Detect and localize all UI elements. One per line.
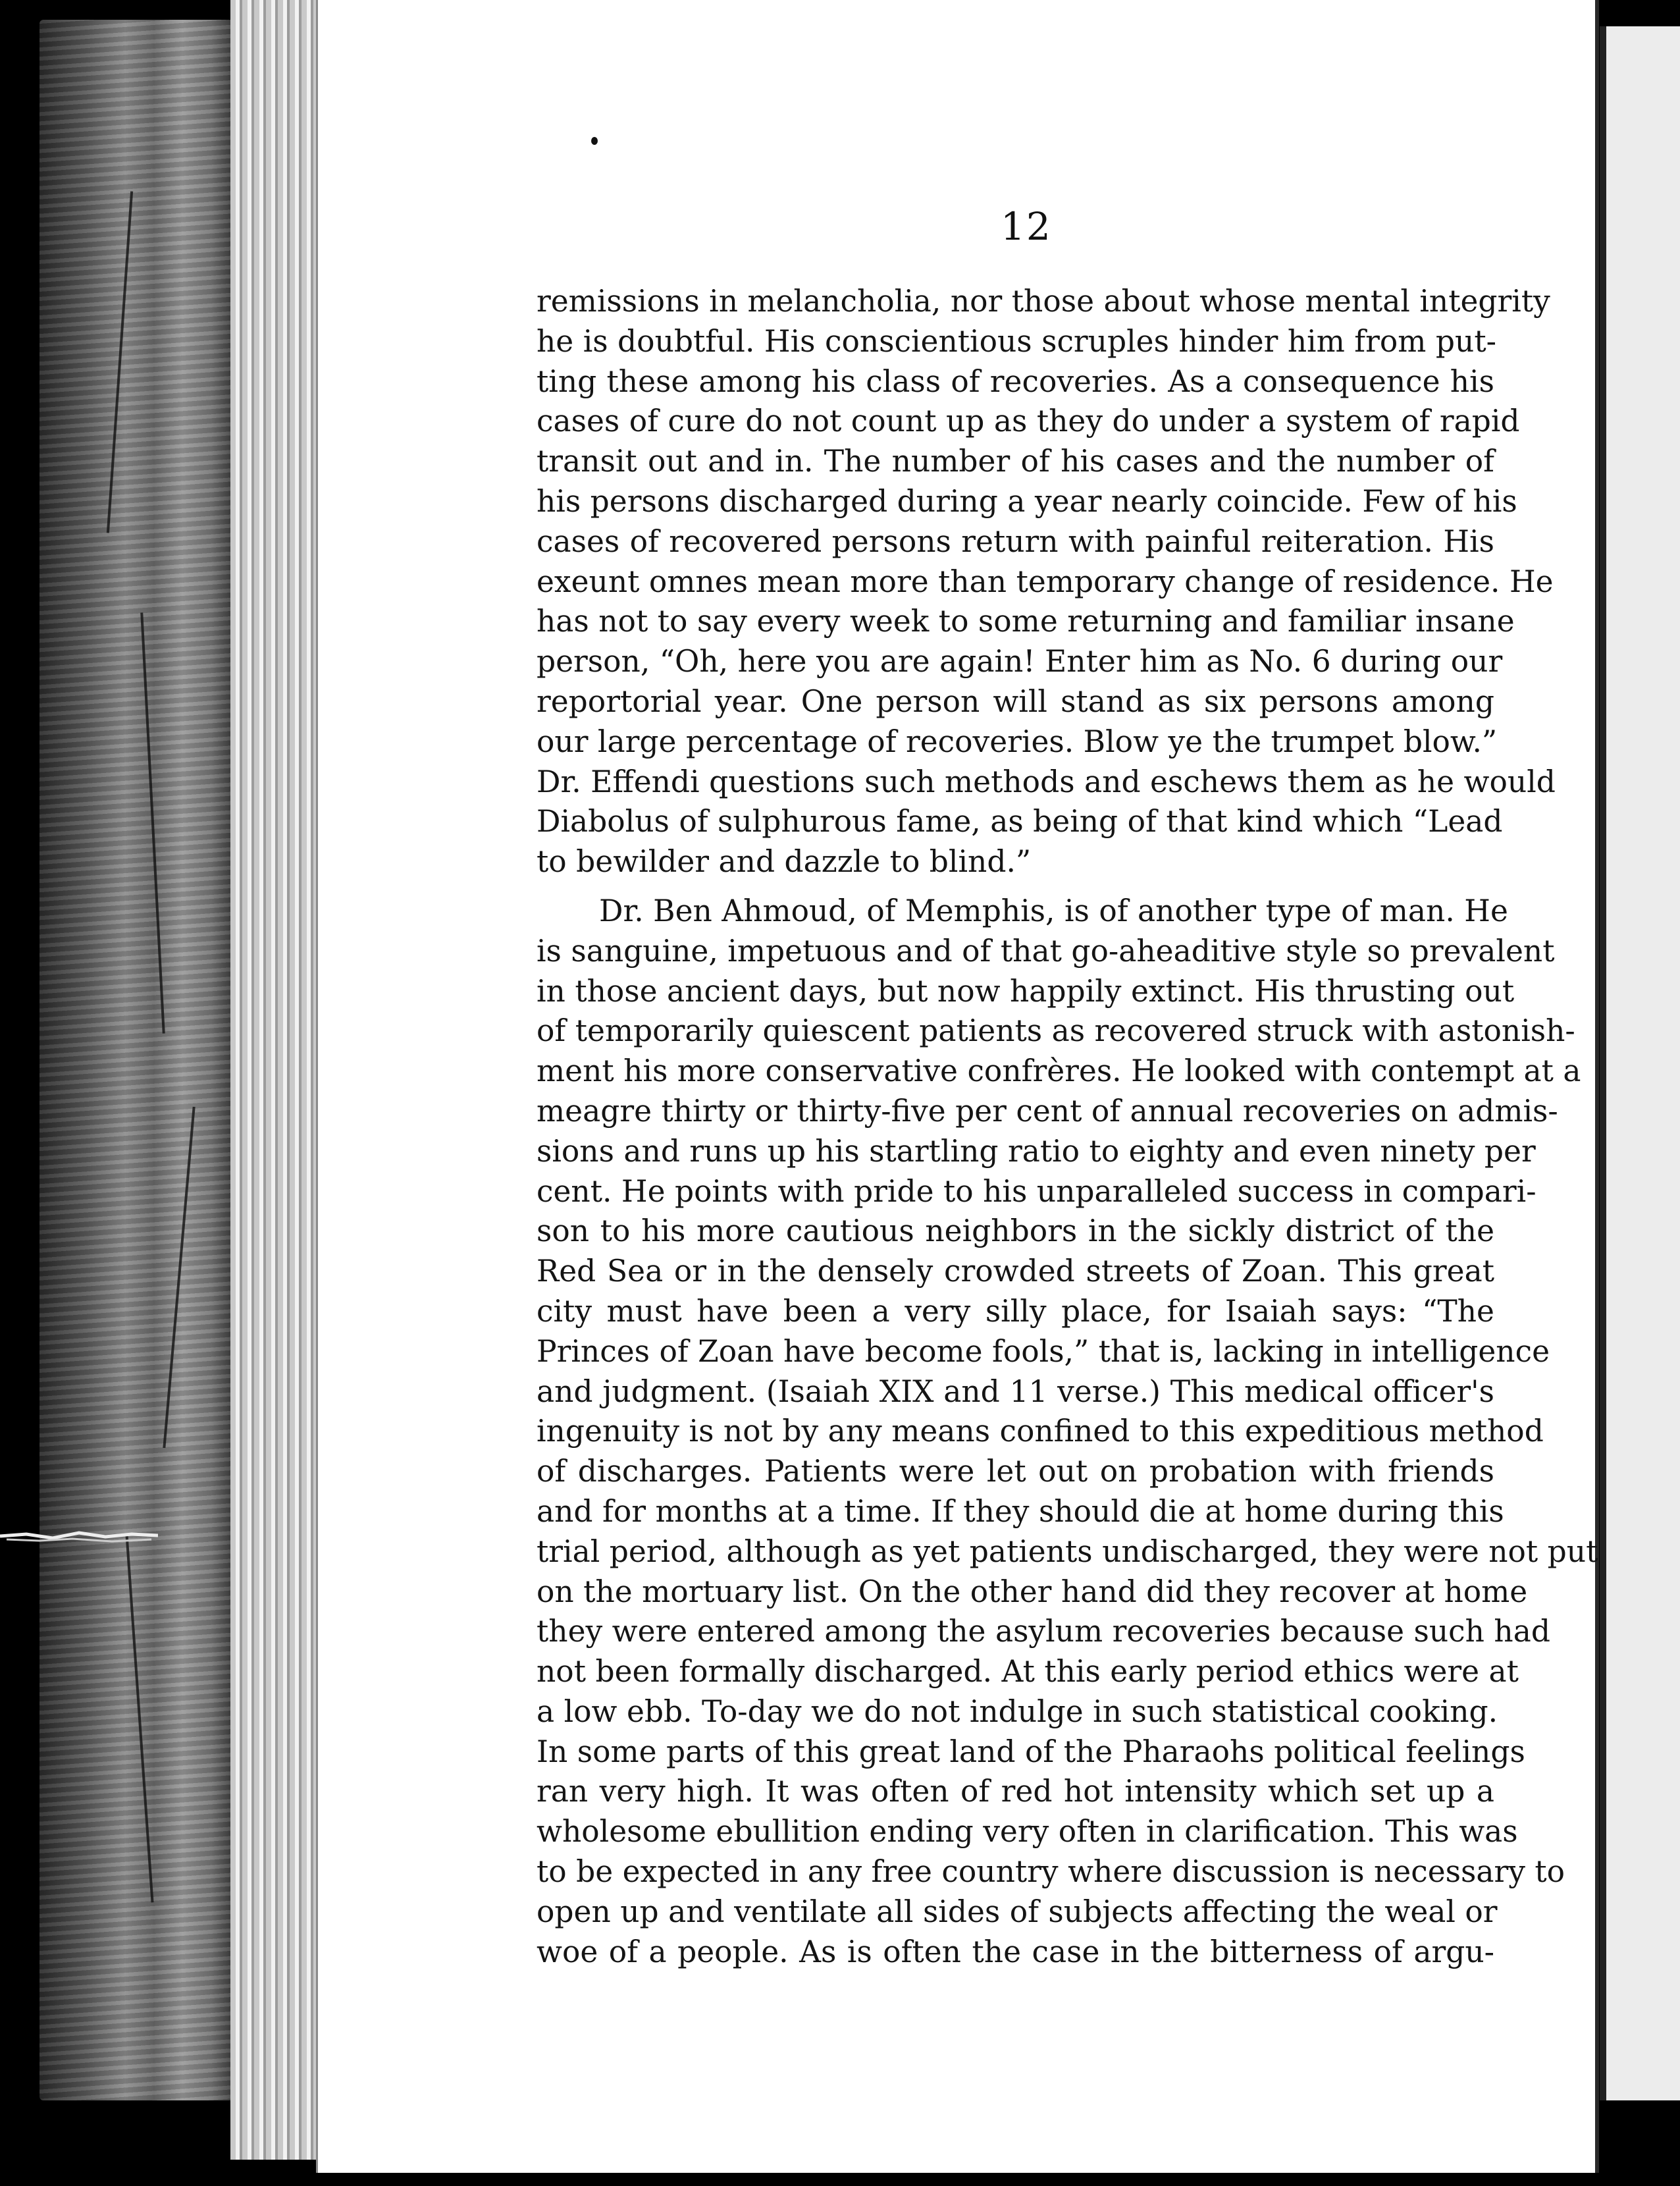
text-line: and judgment. (Isaiah XIX and 11 verse.) This medical officer's — [537, 1373, 1494, 1409]
text-line: transit out and in. The number of his cases and the number of — [537, 444, 1494, 479]
facing-page-edge — [1600, 26, 1680, 2100]
text-line: person, “Oh, here you are again! Enter him as No. 6 during our — [537, 644, 1503, 680]
text-line: Princes of Zoan have become fools,” that is, lacking in intelligence — [537, 1333, 1550, 1369]
binding-crack — [107, 191, 133, 533]
text-line: city must have been a very silly place, for Isaiah says: “The — [537, 1293, 1494, 1329]
text-line: on the mortuary list. On the other hand did they recover at home — [537, 1574, 1528, 1609]
binding-crack — [125, 1535, 153, 1903]
ink-speck — [591, 137, 598, 145]
binding-crack — [163, 1107, 195, 1448]
text-line: to bewilder and dazzle to blind.” — [537, 844, 1032, 880]
text-line: to be expected in any free country where discussion is necessary to — [537, 1854, 1565, 1890]
text-line: cases of recovered persons return with painful reiteration. His — [537, 523, 1494, 559]
text-line: has not to say every week to some returning and familiar insane — [537, 604, 1515, 639]
text-line: not been formally discharged. At this early period ethics were at — [537, 1654, 1519, 1690]
text-line: his persons discharged during a year nearly coincide. Few of his — [537, 483, 1517, 519]
text-line: son to his more cautious neighbors in the sickly district of the — [537, 1213, 1494, 1249]
text-line: cases of cure do not count up as they do under a system of rapid — [537, 404, 1520, 439]
text-line: and for months at a time. If they should die at home during this — [537, 1493, 1504, 1529]
text-line: ingenuity is not by any means confined to this expeditious method — [537, 1414, 1544, 1449]
text-line: trial period, although as yet patients undischarged, they were not put — [537, 1533, 1598, 1569]
page-number: 12 — [1001, 204, 1052, 249]
text-line: open up and ventilate all sides of subjects affecting the weal or — [537, 1894, 1498, 1929]
text-line: of temporarily quiescent patients as recovered struck with astonish- — [537, 1013, 1575, 1049]
text-line: our large percentage of recoveries. Blow ye the trumpet blow.” — [537, 724, 1498, 759]
text-line: ment his more conservative confrères. He looked with contempt at a — [537, 1053, 1581, 1089]
text-line: is sanguine, impetuous and of that go-aheaditive style so prevalent — [537, 933, 1555, 969]
text-line: Dr. Effendi questions such methods and eschews them as he would — [537, 764, 1556, 799]
text-line: woe of a people. As is often the case in the bitterness of argu- — [537, 1934, 1494, 1969]
paragraph — [537, 282, 1556, 882]
text-line: of discharges. Patients were let out on probation with friends — [537, 1454, 1494, 1489]
text-line: remissions in melancholia, nor those about whose mental integrity — [537, 284, 1550, 319]
text-line: In some parts of this great land of the Pharaohs political feelings — [537, 1734, 1525, 1769]
text-line: ting these among his class of recoveries. As a consequence his — [537, 363, 1494, 399]
text-line: a low ebb. To-day we do not indulge in such statistical cooking. — [537, 1693, 1498, 1729]
text-line: ran very high. It was often of red hot intensity which set up a — [537, 1774, 1494, 1809]
binding-crack — [140, 612, 165, 1033]
text-line: in those ancient days, but now happily extinct. His thrusting out — [537, 973, 1515, 1009]
text-line: they were entered among the asylum recoveries because such had — [537, 1614, 1550, 1649]
paragraph — [537, 892, 1598, 1973]
text-line: Diabolus of sulphurous fame, as being of that kind which “Lead — [537, 804, 1503, 840]
text-line: he is doubtful. His conscientious scruples hinder him from put- — [537, 323, 1496, 359]
text-line: cent. He points with pride to his unparalleled success in compari- — [537, 1173, 1536, 1209]
text-line: Red Sea or in the densely crowded streets of Zoan. This great — [537, 1254, 1494, 1289]
text-line: Dr. Ben Ahmoud, of Memphis, is of another type of man. He — [599, 893, 1508, 928]
book-binding — [39, 20, 230, 2100]
text-line: wholesome ebullition ending very often in clarification. This was — [537, 1814, 1518, 1850]
text-line: sions and runs up his startling ratio to eighty and even ninety per — [537, 1133, 1536, 1169]
page-edges — [230, 0, 316, 2160]
body-text — [537, 282, 1598, 1972]
text-line: reportorial year. One person will stand as six persons among — [537, 683, 1494, 719]
text-line: meagre thirty or thirty-five per cent of annual recoveries on admis- — [537, 1093, 1558, 1129]
torn-fiber — [0, 1526, 158, 1546]
text-line: exeunt omnes mean more than temporary change of residence. He — [537, 564, 1554, 599]
